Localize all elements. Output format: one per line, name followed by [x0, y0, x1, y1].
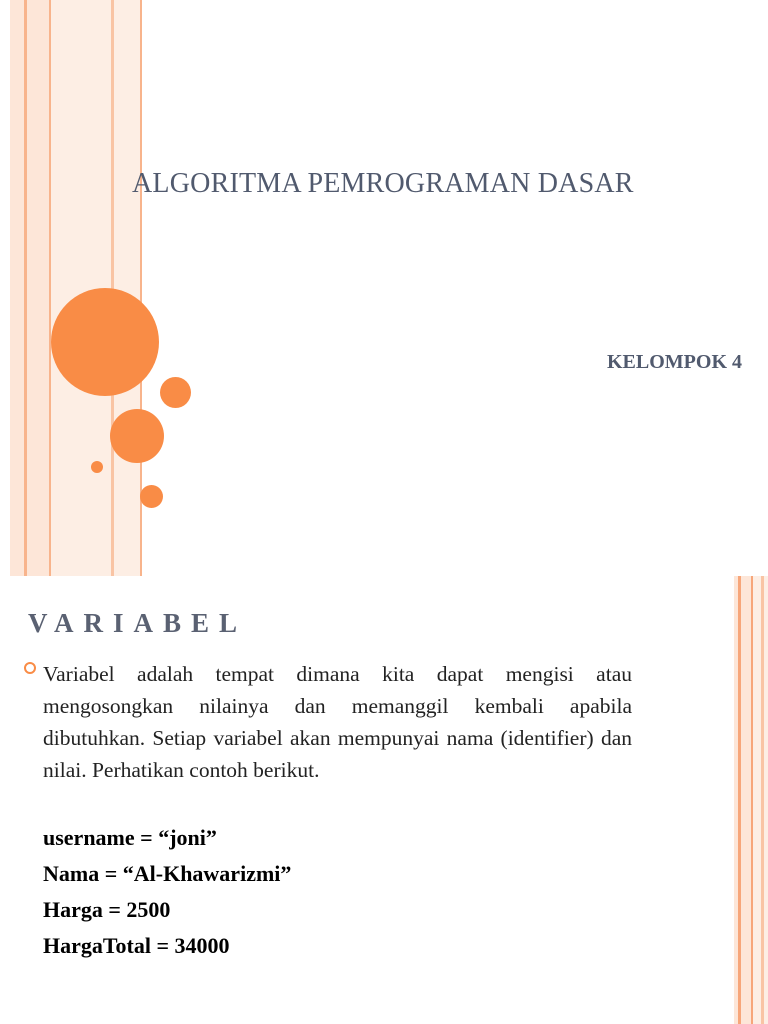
decorative-stripes — [10, 0, 145, 576]
content-slide — [0, 576, 768, 1024]
small-circle-decoration — [160, 377, 191, 408]
slide-heading: VARIABEL — [28, 608, 248, 638]
large-circle-decoration — [51, 288, 159, 396]
code-line: HargaTotal = 34000 — [43, 933, 230, 958]
code-line: Nama = “Al-Khawarizmi” — [43, 861, 292, 886]
code-example-list — [43, 820, 291, 964]
slide-title: ALGORITMA PEMROGRAMAN DASAR — [132, 168, 634, 199]
decorative-stripes — [734, 576, 768, 1024]
body-paragraph: Variabel adalah tempat dimana kita dapat mengisi atau mengosongkan nilainya dan memanggil kembali apabila dibutuhkan. Setiap variabel akan mempunyai nama (identifier) dan nilai. Perhatikan contoh berikut. — [43, 662, 632, 782]
medium-circle-decoration — [110, 409, 164, 463]
slide-subtitle: KELOMPOK 4 — [607, 351, 742, 373]
bullet-icon — [24, 662, 36, 674]
code-line: username = “joni” — [43, 825, 217, 850]
code-line: Harga = 2500 — [43, 897, 171, 922]
small-circle-decoration-2 — [140, 485, 163, 508]
tiny-circle-decoration — [91, 461, 103, 473]
